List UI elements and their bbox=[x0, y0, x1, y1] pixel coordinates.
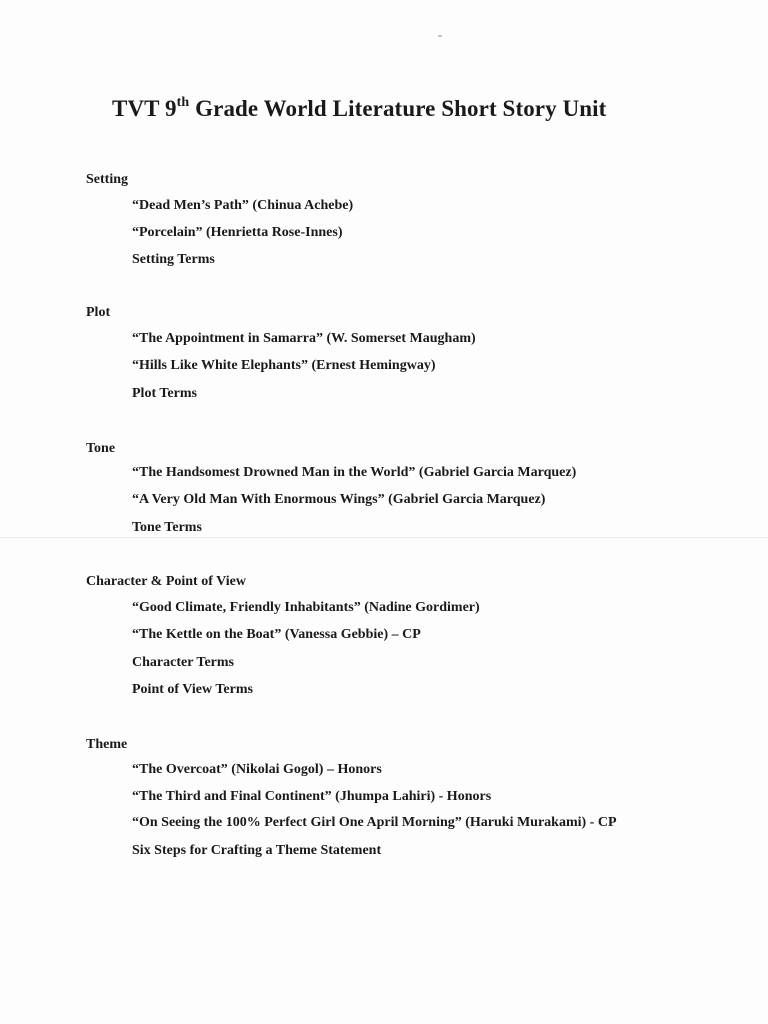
list-item: “On Seeing the 100% Perfect Girl One April Morning” (Haruki Murakami) - CP bbox=[132, 815, 617, 830]
list-item: Point of View Terms bbox=[132, 682, 253, 697]
list-item: “The Third and Final Continent” (Jhumpa Lahiri) - Honors bbox=[132, 789, 492, 804]
title-prefix: TVT 9 bbox=[112, 96, 177, 121]
paper-fold-line bbox=[0, 537, 768, 538]
list-item: “A Very Old Man With Enormous Wings” (Gabriel Garcia Marquez) bbox=[132, 492, 546, 507]
title-superscript: th bbox=[176, 95, 190, 111]
list-item: “Good Climate, Friendly Inhabitants” (Nadine Gordimer) bbox=[132, 600, 480, 615]
list-item: Character Terms bbox=[132, 655, 234, 670]
list-item: Tone Terms bbox=[132, 520, 202, 535]
list-item: “The Kettle on the Boat” (Vanessa Gebbie) – CP bbox=[132, 627, 421, 642]
list-item: “The Handsomest Drowned Man in the World” (Gabriel Garcia Marquez) bbox=[132, 465, 577, 480]
list-item: Setting Terms bbox=[132, 252, 215, 267]
section-heading-character-pov: Character & Point of View bbox=[86, 574, 246, 589]
section-heading-tone: Tone bbox=[86, 441, 116, 456]
list-item: “The Appointment in Samarra” (W. Somerset Maugham) bbox=[132, 331, 476, 346]
list-item: “The Overcoat” (Nikolai Gogol) – Honors bbox=[132, 762, 382, 777]
section-heading-setting: Setting bbox=[86, 172, 128, 187]
title-suffix: Grade World Literature Short Story Unit bbox=[189, 96, 607, 121]
page-title bbox=[112, 96, 606, 122]
section-heading-theme: Theme bbox=[86, 737, 128, 752]
scan-speck bbox=[438, 35, 442, 37]
list-item: “Hills Like White Elephants” (Ernest Hemingway) bbox=[132, 358, 436, 373]
list-item: “Porcelain” (Henrietta Rose-Innes) bbox=[132, 225, 343, 240]
list-item: Plot Terms bbox=[132, 386, 197, 401]
list-item: “Dead Men’s Path” (Chinua Achebe) bbox=[132, 198, 354, 213]
list-item: Six Steps for Crafting a Theme Statement bbox=[132, 843, 382, 858]
section-heading-plot: Plot bbox=[86, 305, 111, 320]
